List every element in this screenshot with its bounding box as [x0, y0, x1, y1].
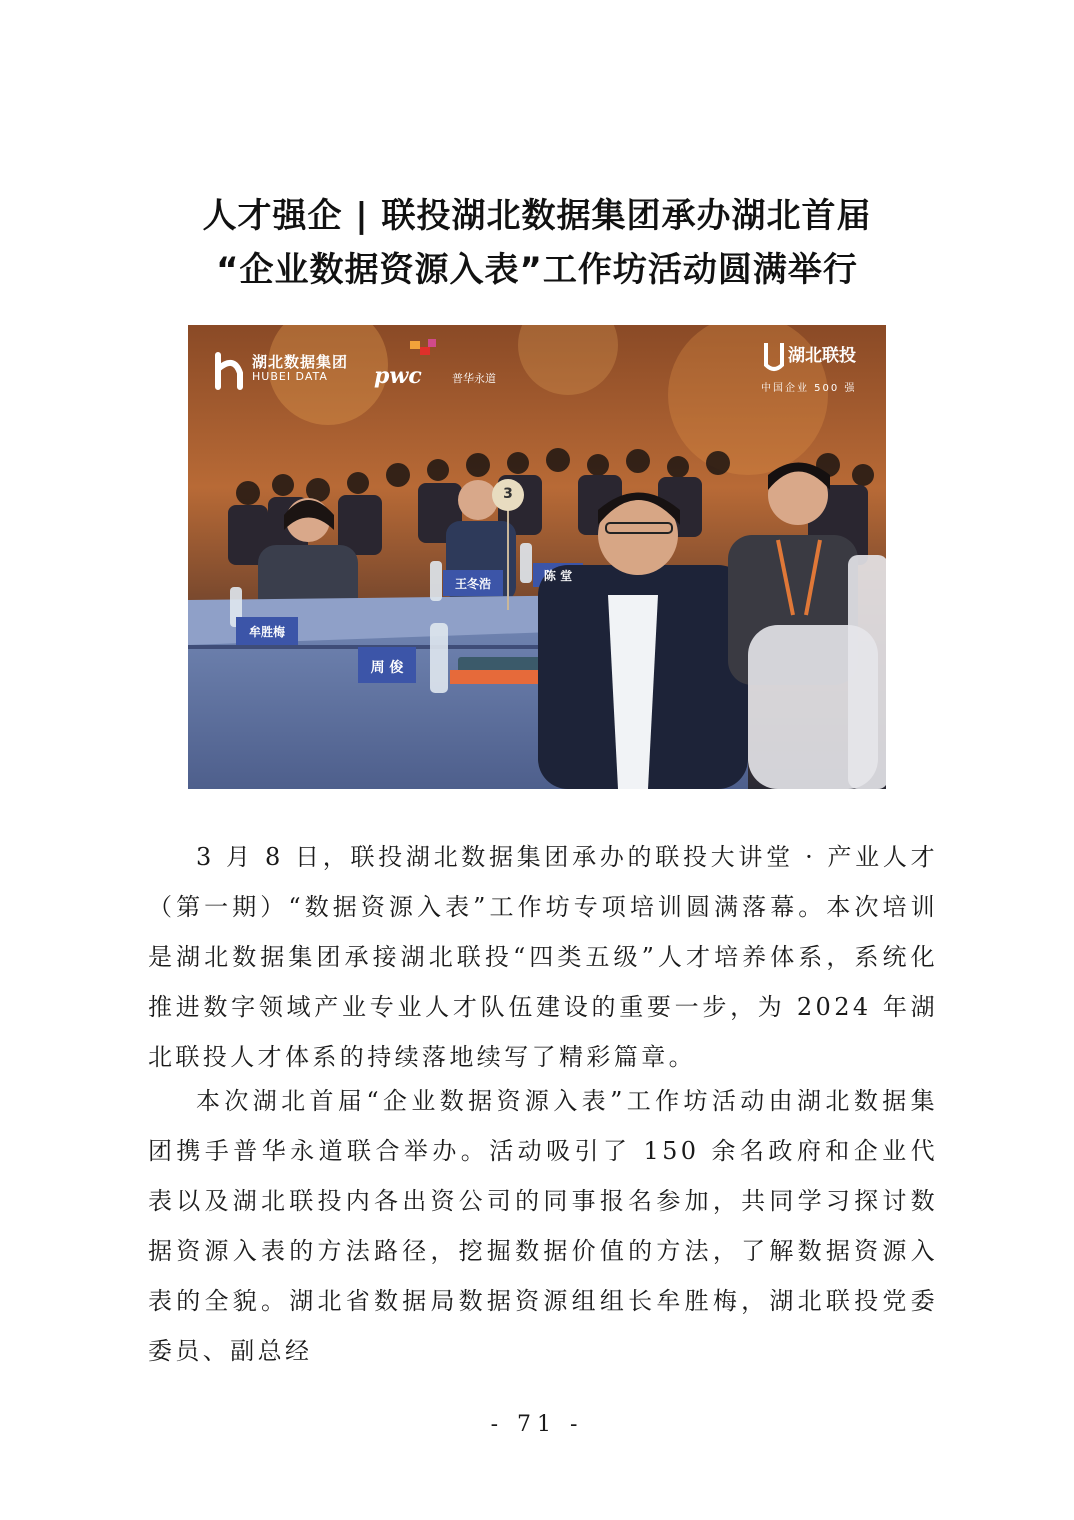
hubei-data-logo-english: HUBEI DATA — [252, 370, 328, 383]
puhua-logo-text: 普华永道 — [452, 372, 496, 385]
nameplate: 牟胜梅 — [248, 625, 285, 639]
event-photo-illustration — [188, 325, 886, 789]
nameplate: 王冬浩 — [454, 577, 491, 591]
page-title-line-2: “企业数据资源入表”工作坊活动圆满举行 — [216, 250, 858, 290]
nameplate: 陈 堂 — [543, 569, 573, 583]
nameplate: 周 俊 — [370, 660, 404, 676]
paragraph-text: 本次湖北首届“企业数据资源入表”工作坊活动由湖北数据集团携手普华永道联合举办。活动吸引了 150 余名政府和企业代表以及湖北联投内各出资公司的同事报名参加，共同学习探讨数据资源入表的方法路径，挖掘数据价值的方法，了解数据资源入表的全貌。湖北省数据局数据资源组组长牟胜梅，湖北联投党委委员、副总经 — [148, 1087, 938, 1365]
page-title-line-1: 人才强企 | 联投湖北数据集团承办湖北首届 — [202, 196, 872, 236]
page-number: - 71 - — [490, 1412, 584, 1437]
hubei-liantou-logo-subtitle: 中国企业 500 强 — [761, 383, 857, 394]
pwc-logo-text: pwc — [374, 363, 422, 389]
hubei-data-logo-text: 湖北数据集团 — [252, 353, 349, 371]
body-paragraph-1 — [148, 832, 938, 1082]
event-photo — [188, 325, 886, 789]
hubei-liantou-logo-text: 湖北联投 — [788, 346, 856, 366]
paragraph-text: 3 月 8 日，联投湖北数据集团承办的联投大讲堂 · 产业人才（第一期）“数据资源入表”工作坊专项培训圆满落幕。本次培训是湖北数据集团承接湖北联投“四类五级”人才培养体系，系统化推进数字领域产业专业人才队伍建设的重要一步，为 2024 年湖北联投人才体系的持续落地续写了精彩篇章。 — [148, 843, 938, 1071]
body-paragraph-2 — [148, 1076, 938, 1376]
table-number: 3 — [503, 486, 513, 502]
